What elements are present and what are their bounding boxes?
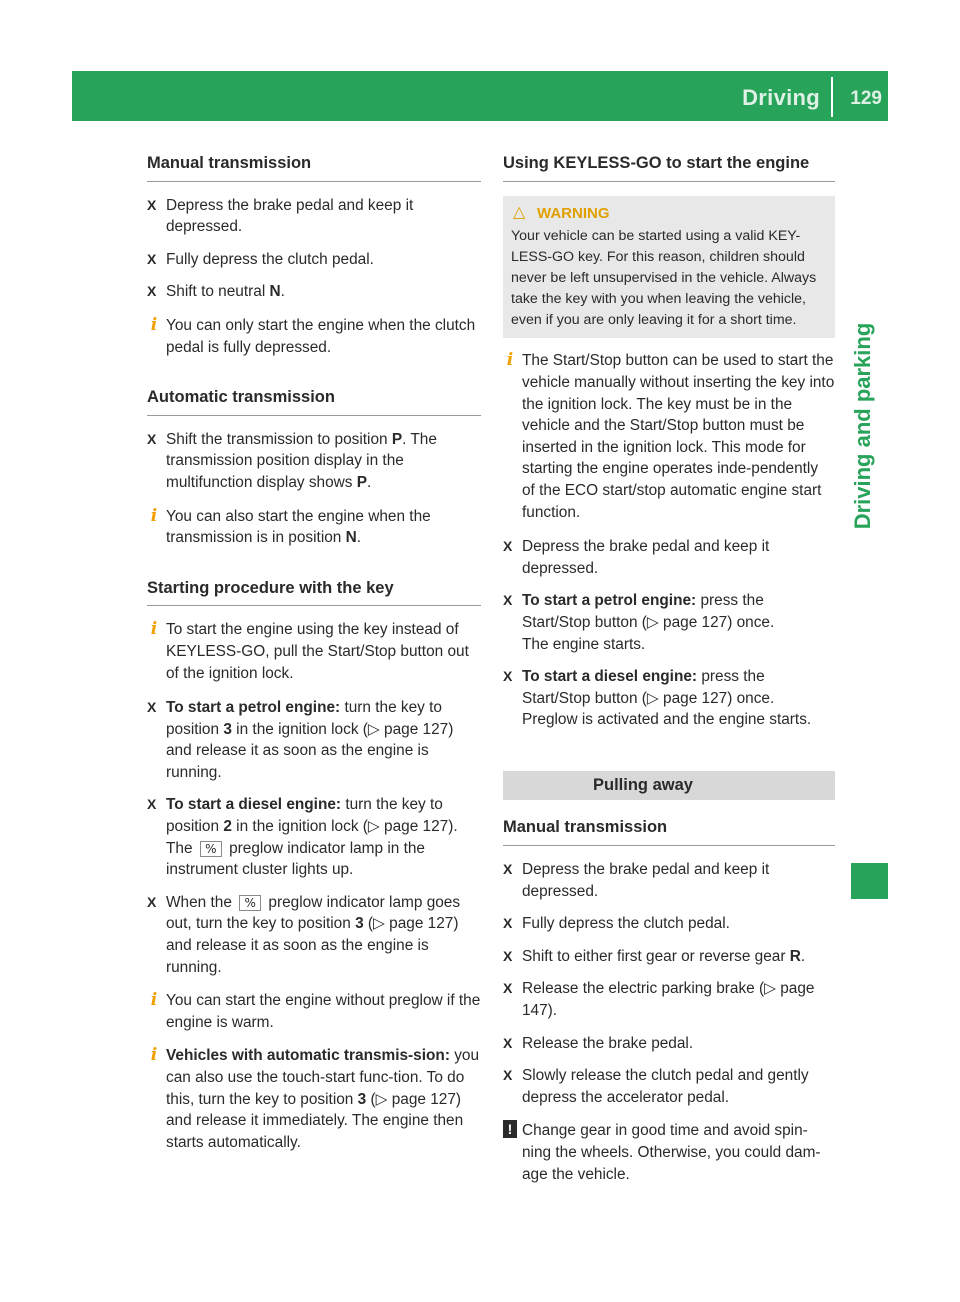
warning-triangle-icon: △ — [513, 203, 526, 221]
info-icon: i — [150, 619, 158, 640]
list-item: X To start a petrol engine: press the Start/Stop button (▷ page 127) once. The engine starts. — [503, 592, 775, 653]
side-tab-label: Driving and parking — [850, 322, 875, 530]
section-title: Starting procedure with the key — [147, 565, 481, 607]
step-arrow-icon: X — [147, 893, 157, 910]
list-item: X Depress the brake pedal and keep it depressed. — [147, 196, 414, 236]
step-list — [147, 195, 481, 303]
list-item: X To start a diesel engine: turn the key to position 2 in the ignition lock (▷ page 127). The % preglow indicator lamp in the instrument cluster lights up. — [147, 796, 458, 879]
list-item: X To start a diesel engine: press the Start/Stop button (▷ page 127) once. Preglow is activated and the engine starts. — [503, 668, 812, 729]
left-column — [147, 140, 481, 1153]
step-arrow-icon: X — [503, 947, 513, 964]
list-item: X Slowly release the clutch pedal and gently depress the accelerator pedal. — [503, 1067, 809, 1106]
info-note: i You can start the engine without preglow if the engine is warm. — [147, 990, 481, 1033]
step-arrow-icon: X — [503, 538, 513, 555]
step-arrow-icon: X — [147, 196, 157, 213]
list-item: X Shift the transmission to position P. The transmission position display in the multifunction display shows P. — [147, 430, 437, 491]
info-icon: i — [150, 1045, 158, 1066]
step-list — [147, 697, 481, 978]
step-arrow-icon: X — [503, 915, 513, 932]
step-arrow-icon: X — [503, 1067, 513, 1084]
list-item: X Fully depress the clutch pedal. — [147, 249, 481, 271]
info-icon: i — [150, 314, 158, 335]
section-title: Using KEYLESS-GO to start the engine — [503, 140, 835, 182]
step-arrow-icon: X — [503, 980, 513, 997]
step-list — [503, 536, 835, 731]
header-separator — [831, 77, 833, 117]
section-band-title: Pulling away — [503, 771, 835, 801]
step-arrow-icon: X — [503, 1034, 513, 1051]
info-note: i You can also start the engine when the transmission is in position N. — [147, 506, 481, 549]
section-pulling-away-manual — [503, 804, 835, 1185]
section-automatic-transmission — [147, 374, 481, 549]
warning-text: Your vehicle can be started using a valid KEY-LESS-GO key. For this reason, children should never be left unsupervised in the vehicle. Always take the key with you when leaving the vehicle, even if you are only leaving it for a short time. — [511, 228, 817, 328]
step-list — [503, 859, 835, 1108]
preglow-indicator-icon: % — [239, 895, 261, 911]
info-icon: i — [150, 990, 158, 1011]
section-starting-with-key — [147, 565, 481, 1154]
step-arrow-icon: X — [503, 592, 513, 609]
info-icon: i — [150, 505, 158, 526]
step-arrow-icon: X — [147, 283, 157, 300]
list-item: X Release the electric parking brake (▷ page 147). — [503, 980, 815, 1020]
list-item: X Shift to either first gear or reverse gear R. — [503, 946, 835, 968]
warning-box — [503, 196, 835, 339]
section-title: Automatic transmission — [147, 374, 481, 416]
header-title: Driving — [742, 85, 820, 110]
list-item: X Shift to neutral N. — [147, 281, 481, 303]
right-column — [503, 140, 835, 1185]
step-list — [147, 429, 481, 494]
caution-icon: ! — [503, 1120, 517, 1138]
side-tab-marker — [851, 863, 888, 899]
list-item: X To start a petrol engine: turn the key to position 3 in the ignition lock (▷ page 127) and release it as soon as the engine is running. — [147, 699, 454, 781]
header-band — [72, 71, 888, 121]
step-arrow-icon: X — [147, 430, 157, 447]
warning-title: △ WARNING — [513, 203, 610, 222]
info-note: i To start the engine using the key instead of KEYLESS-GO, pull the Start/Stop button out of the ignition lock. — [147, 619, 481, 684]
step-arrow-icon: X — [147, 699, 157, 716]
info-note: i Vehicles with automatic transmis-sion: you can also use the touch-start func-tion. To do this, turn the key to position 3 (▷ page 127) and release it immediately. The engine then starts automatically. — [147, 1045, 481, 1153]
caution-note: ! Change gear in good time and avoid spin-ning the wheels. Otherwise, you could dam-age the vehicle. — [503, 1120, 835, 1185]
section-manual-transmission — [147, 140, 481, 358]
info-note: i The Start/Stop button can be used to start the vehicle manually without inserting the key into the ignition lock. The key must be in the vehicle and the Start/Stop button must be inserted in the ignition lock. This mode for starting the engine operates inde-pendently of the ECO start/stop automatic engine start function. — [503, 350, 835, 523]
section-keyless-go — [503, 140, 835, 731]
step-arrow-icon: X — [147, 250, 157, 267]
step-arrow-icon: X — [503, 861, 513, 878]
list-item: X When the % preglow indicator lamp goes out, turn the key to position 3 (▷ page 127) and release it as soon as the engine is running. — [147, 893, 461, 976]
list-item: X Fully depress the clutch pedal. — [503, 913, 835, 935]
section-title: Manual transmission — [147, 140, 481, 182]
info-note: i You can only start the engine when the clutch pedal is fully depressed. — [147, 315, 481, 358]
info-icon: i — [506, 350, 514, 371]
preglow-indicator-icon: % — [200, 841, 222, 857]
page-number: 129 — [850, 88, 882, 109]
section-title: Manual transmission — [503, 804, 835, 846]
list-item: X Depress the brake pedal and keep it depressed. — [503, 538, 770, 577]
step-arrow-icon: X — [503, 668, 513, 685]
list-item: X Depress the brake pedal and keep it depressed. — [503, 861, 770, 900]
step-arrow-icon: X — [147, 796, 157, 813]
list-item: X Release the brake pedal. — [503, 1033, 835, 1055]
